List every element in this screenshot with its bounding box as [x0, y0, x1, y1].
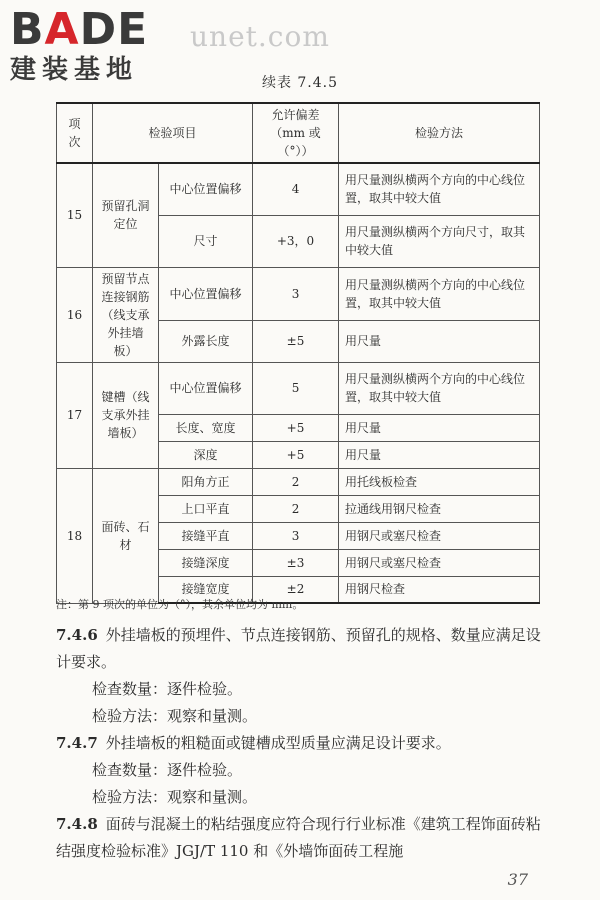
row-sub-item: 接缝平直 [159, 522, 253, 549]
row-tolerance: +5 [253, 441, 339, 468]
row-sub-item: 外露长度 [159, 321, 253, 362]
row-no: 15 [57, 163, 93, 267]
row-tolerance: ±3 [253, 549, 339, 576]
clause-7-4-6 [56, 622, 544, 676]
row-tolerance: +5 [253, 414, 339, 441]
row-method: 用尺量测纵横两个方向的中心线位置，取其中较大值 [339, 163, 540, 215]
row-sub-item: 阳角方正 [159, 468, 253, 495]
row-method: 用尺量 [339, 321, 540, 362]
row-sub-item: 中心位置偏移 [159, 163, 253, 215]
header-no: 项次 [57, 103, 93, 163]
inspection-quantity: 检查数量：逐件检验。 [92, 761, 243, 779]
clause-text: 外挂墙板的预埋件、节点连接钢筋、预留孔的规格、数量应满足设计要求。 [56, 626, 541, 671]
table-row [57, 468, 540, 495]
row-method: 用托线板检查 [339, 468, 540, 495]
row-tolerance: 3 [253, 267, 339, 321]
row-group: 面砖、石材 [93, 468, 159, 603]
clause-number: 7.4.7 [56, 734, 98, 752]
header-item: 检验项目 [93, 103, 253, 163]
clause-number: 7.4.8 [56, 815, 98, 833]
clause-text: 外挂墙板的粗糙面或键槽成型质量应满足设计要求。 [105, 734, 451, 752]
row-tolerance: 4 [253, 163, 339, 215]
row-sub-item: 深度 [159, 441, 253, 468]
row-method: 用尺量测纵横两个方向的中心线位置，取其中较大值 [339, 362, 540, 414]
row-sub-item: 上口平直 [159, 495, 253, 522]
inspection-method: 检验方法：观察和量测。 [92, 788, 258, 806]
row-tolerance: ±5 [253, 321, 339, 362]
table-row [57, 163, 540, 215]
row-tolerance: 2 [253, 468, 339, 495]
clause-text: 面砖与混凝土的粘结强度应符合现行行业标准《建筑工程饰面砖粘结强度检验标准》JGJ/T 110 和《外墙饰面砖工程施 [56, 815, 541, 860]
row-sub-item: 尺寸 [159, 215, 253, 267]
inspection-method: 检验方法：观察和量测。 [92, 707, 258, 725]
row-sub-item: 接缝深度 [159, 549, 253, 576]
table-row [57, 362, 540, 414]
table-row [57, 267, 540, 321]
table-header-row [57, 103, 540, 163]
row-tolerance: 2 [253, 495, 339, 522]
table-note: 注：第 9 项次的单位为（°），其余单位均为 mm。 [56, 598, 304, 611]
row-method: 用尺量测纵横两个方向尺寸，取其中较大值 [339, 215, 540, 267]
row-method: 用钢尺或塞尺检查 [339, 549, 540, 576]
row-method: 用钢尺或塞尺检查 [339, 522, 540, 549]
row-no: 16 [57, 267, 93, 362]
row-no: 17 [57, 362, 93, 468]
clause-7-4-8 [56, 811, 544, 865]
row-group: 预留孔洞定位 [93, 163, 159, 267]
row-method: 用尺量 [339, 441, 540, 468]
row-tolerance: 5 [253, 362, 339, 414]
row-group: 键槽（线支承外挂墙板） [93, 362, 159, 468]
tolerance-table [56, 102, 540, 604]
row-no: 18 [57, 468, 93, 603]
clause-section [56, 622, 544, 865]
row-method: 用尺量 [339, 414, 540, 441]
row-sub-item: 中心位置偏移 [159, 267, 253, 321]
inspection-quantity: 检查数量：逐件检验。 [92, 680, 243, 698]
header-tolerance: 允许偏差 （mm 或（°）） [253, 103, 339, 163]
row-method: 用尺量测纵横两个方向的中心线位置，取其中较大值 [339, 267, 540, 321]
logo-wordmark: BADE [10, 4, 149, 55]
logo-subtitle: 建装基地 [10, 55, 139, 85]
header-method: 检验方法 [339, 103, 540, 163]
page-number: 37 [507, 870, 528, 889]
table-title: 续表 7.4.5 [261, 75, 339, 91]
row-tolerance: +3，0 [253, 215, 339, 267]
row-sub-item: 接缝宽度 [159, 576, 253, 603]
clause-7-4-7 [56, 730, 544, 757]
row-sub-item: 长度、宽度 [159, 414, 253, 441]
row-tolerance: ±2 [253, 576, 339, 603]
watermark: unet.com [190, 20, 330, 53]
row-tolerance: 3 [253, 522, 339, 549]
row-method: 拉通线用钢尺检查 [339, 495, 540, 522]
row-method: 用钢尺检查 [339, 576, 540, 603]
row-group: 预留节点连接钢筋（线支承外挂墙板） [93, 267, 159, 362]
row-sub-item: 中心位置偏移 [159, 362, 253, 414]
clause-number: 7.4.6 [56, 626, 98, 644]
